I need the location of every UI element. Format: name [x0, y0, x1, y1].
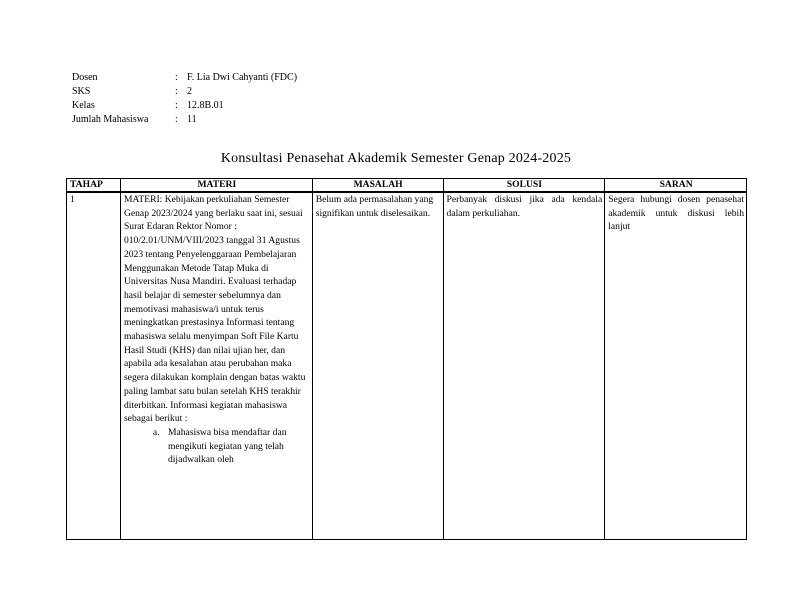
- cell-saran: Segera hubungi dosen penasehat akademik untuk diskusi lebih lanjut: [605, 192, 747, 540]
- materi-text: MATERI: Kebijakan perkuliahan Semester Genap 2023/2024 yang berlaku saat ini, sesuai Surat Edaran Rektor Nomor : 010/2.01/UNM/VIII/2023 tanggal 31 Agustus 2023 tentang Penyelenggaraan Pembelajaran Menggunakan Metode Tatap Muka di Universitas Nusa Mandiri. Evaluasi terhadap hasil belajar di semester sebelumnya dan memotivasi mahasiswa/i untuk terus meningkatkan prestasinya Informasi tentang mahasiswa selalu menyimpan Soft File Kartu Hasil Studi (KHS) dan nilai ujian her, dan apabila ada kesalahan atau perubahan maka segera dilakukan komplain dengan batas waktu paling lambat satu bulan setelah KHS terakhir diterbitkan. Informasi kegiatan mahasiswa sebagai berikut :: [123, 194, 306, 425]
- colon: :: [175, 100, 178, 111]
- consultation-table: [66, 178, 747, 540]
- document-title: Konsultasi Penasehat Akademik Semester Genap 2024-2025: [220, 151, 572, 166]
- kelas-label: Kelas: [72, 100, 95, 111]
- meta-row-jumlah: [72, 113, 297, 127]
- kelas-value: 12.8B.01: [187, 100, 224, 111]
- document-metadata: [72, 71, 297, 127]
- header-materi: MATERI: [120, 179, 312, 193]
- cell-solusi: Perbanyak diskusi jika ada kendala dalam perkuliahan.: [443, 192, 605, 540]
- kegiatan-list: [124, 426, 310, 467]
- table-header-row: [67, 179, 747, 193]
- jumlah-mahasiswa-value: 11: [187, 114, 197, 125]
- dosen-value: F. Lia Dwi Cahyanti (FDC): [187, 72, 298, 83]
- colon: :: [175, 114, 178, 125]
- cell-masalah: Belum ada permasalahan yang signifikan untuk diselesaikan.: [312, 192, 443, 540]
- cell-materi: [120, 192, 312, 540]
- header-tahap: TAHAP: [67, 179, 121, 193]
- colon: :: [175, 72, 178, 83]
- list-item: a. Mahasiswa bisa mendaftar dan mengikuti kegiatan yang telah dijadwalkan oleh: [162, 426, 310, 467]
- meta-row-kelas: [72, 99, 297, 113]
- meta-row-dosen: [72, 71, 297, 85]
- meta-row-sks: [72, 85, 297, 99]
- jumlah-mahasiswa-label: Jumlah Mahasiswa: [72, 114, 149, 125]
- sks-value: 2: [187, 86, 192, 97]
- colon: :: [175, 86, 178, 97]
- table-row: [67, 192, 747, 540]
- sks-label: SKS: [72, 86, 91, 97]
- cell-tahap: 1: [67, 192, 121, 540]
- header-solusi: SOLUSI: [443, 179, 605, 193]
- header-masalah: MASALAH: [312, 179, 443, 193]
- dosen-label: Dosen: [72, 72, 98, 83]
- header-saran: SARAN: [605, 179, 747, 193]
